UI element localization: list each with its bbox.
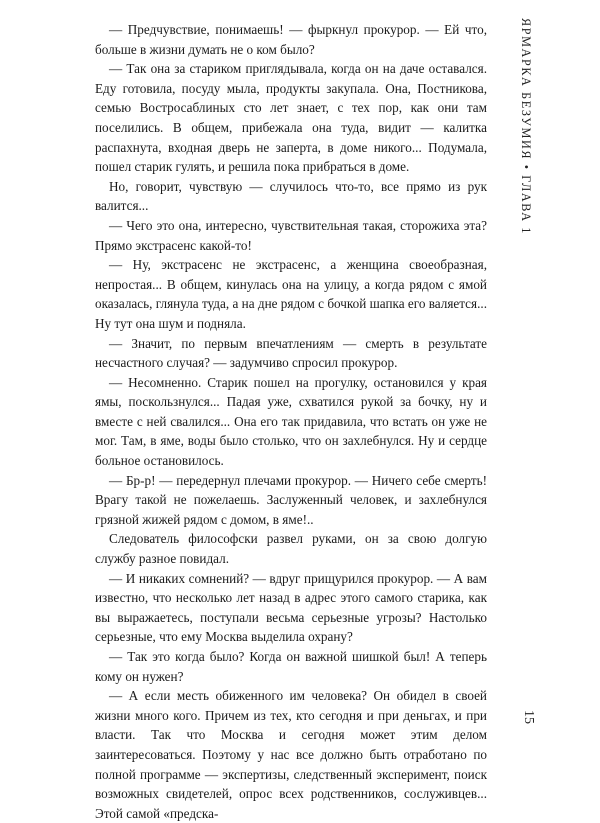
paragraph-9: Следователь философски развел руками, он за свою долгую службу разное повидал. [95, 531, 487, 567]
paragraph-4: — Чего это она, интересно, чувствительная такая, сторожиха эта? Прямо экстрасенс какой-то! [95, 217, 487, 253]
paragraph-7: — Несомненно. Старик пошел на прогулку, остановился у края ямы, поскользнулся... Падая уже, схватился рукой за бочку, ну и вместе с ней свалился... Она его так придавила, что встать он уже не мог. Там, в яме, воды было столько, что он захлебнулся. Ну и сердце больное остановилось. [95, 374, 487, 469]
paragraph-11: — Так это когда было? Когда он важной шишкой был! А теперь кому он нужен? [95, 649, 487, 684]
paragraph-6: — Значит, по первым впечатлениям — смерть в результате несчастного случая? — задумчиво спросил прокурор. [95, 335, 487, 371]
paragraph-5: — Ну, экстрасенс не экстрасенс, а женщина своеобразная, непростая... В общем, кинулась она на улицу, а когда рядом с ямой оказалась, глянула туда, а на дне рядом с бочкой шапка его валяется... Ну тут она шум и подняла. [95, 257, 487, 331]
main-text [95, 20, 487, 823]
page-number: 15 [521, 710, 536, 724]
paragraph-3: Но, говорит, чувствую — случилось что-то, все прямо из рук валится... [95, 178, 487, 214]
paragraph-8: — Бр-р! — передернул плечами прокурор. — Ничего себе смерть! Врагу такой не пожелаешь. Заслуженный человек, и захлебнулся грязной жижей рядом с домом, в яме!.. [95, 472, 487, 527]
paragraph-10: — И никаких сомнений? — вдруг прищурился прокурор. — А вам известно, что несколько лет назад в адрес этого самого старика, как вы выражаетесь, поступали весьма серьезные угрозы? Настолько серьезные, что ему Москва выделила охрану? [95, 570, 487, 645]
paragraph-1: — Предчувствие, понимаешь! — фыркнул прокурор. — Ей что, больше в жизни думать не о ком было? [95, 22, 487, 57]
paragraph-2: — Так она за стариком приглядывала, когда он на даче оставался. Еду готовила, посуду мыла, продукты закупала. Она, Постникова, семью Востросаблиных сто лет знает, с тех пор, как они там поселились. В общем, прибежала она туда, видит — калитка распахнута, входная дверь не заперта, в доме никого... Подумала, пошел старик гулять, и решила пока прибраться в доме. [95, 61, 487, 175]
running-head: ЯРМАРКА БЕЗУМИЯ • ГЛАВА 1 [519, 18, 533, 235]
paragraph-12: — А если месть обиженного им человека? Он обидел в своей жизни много кого. Причем из тех, кто сегодня и при деньгах, и при власти. Так что Москва и сегодня может этим делом заинтересоваться. Поэтому у нас все должно быть отработано по полной программе — экспертизы, следственный эксперимент, поиск возможных свидетелей, опрос всех родственников, сослуживцев... Этой самой «предска- [95, 688, 487, 821]
